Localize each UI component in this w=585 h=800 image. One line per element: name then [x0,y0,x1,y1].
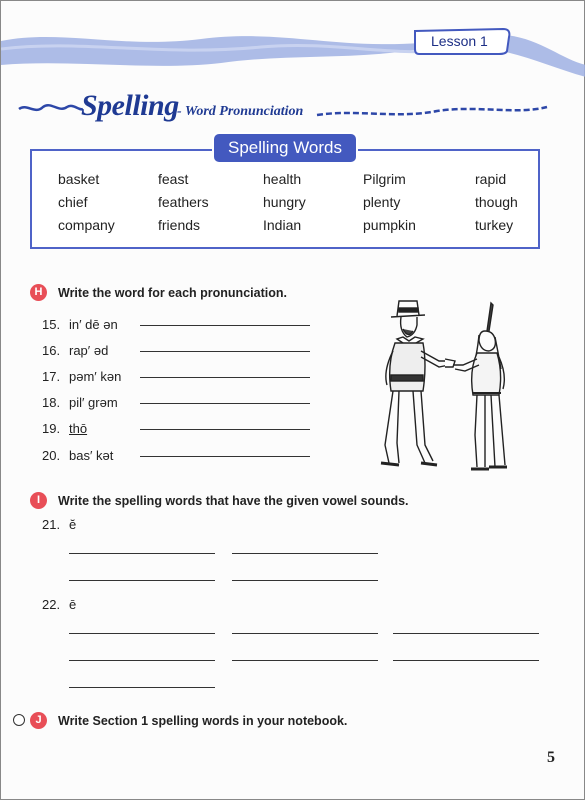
spelling-word: turkey [475,217,514,233]
spelling-word: though [475,194,518,210]
answer-line[interactable] [69,687,215,688]
spelling-word: Pilgrim [363,171,406,187]
section-h-badge: H [30,284,47,301]
pronunciation: in′ dē ən [69,317,118,332]
answer-line[interactable] [232,660,378,661]
question-number: 17. [42,369,61,384]
vowel-sound: ĕ [69,517,77,532]
spelling-word: feast [158,171,189,187]
spelling-word: basket [58,171,100,187]
answer-line[interactable] [140,377,310,378]
spelling-words-title: Spelling Words [214,134,356,162]
answer-line[interactable] [69,553,215,554]
page-title: Spelling [81,89,179,122]
pronunciation: pil′ grəm [69,395,118,410]
page-subtitle: - Word Pronunciation [177,104,304,119]
answer-line[interactable] [232,553,378,554]
answer-line[interactable] [69,580,215,581]
question-number: 16. [42,343,61,358]
pronunciation: rap′ əd [69,343,109,358]
answer-line[interactable] [393,660,539,661]
answer-line[interactable] [140,351,310,352]
spelling-word: rapid [475,171,507,187]
answer-line[interactable] [140,429,310,430]
pilgrim-handshake-illustration [373,295,533,485]
spelling-word: pumpkin [363,217,416,233]
section-i-instruction: Write the spelling words that have the given vowel sounds. [58,494,409,508]
vowel-sound: ē [69,597,77,612]
spelling-word: chief [58,194,88,210]
answer-line[interactable] [140,325,310,326]
answer-line[interactable] [393,633,539,634]
answer-line[interactable] [232,580,378,581]
page-number: 5 [547,749,555,766]
answer-line[interactable] [232,633,378,634]
spelling-word: feathers [158,194,209,210]
answer-line[interactable] [69,660,215,661]
question-number: 15. [42,317,61,332]
completion-checkbox[interactable] [13,714,25,726]
question-number: 19. [42,421,61,436]
pronunciation: pəm′ kən [69,369,122,384]
section-h-instruction: Write the word for each pronunciation. [58,286,287,300]
answer-line[interactable] [140,403,310,404]
spelling-word: health [263,171,302,187]
spelling-word: friends [158,217,201,233]
lesson-label: Lesson 1 [431,33,488,49]
question-number: 20. [42,448,61,463]
question-number: 22. [42,597,61,612]
spelling-word: company [58,217,115,233]
pronunciation: thō [69,421,88,436]
section-j-instruction: Write Section 1 spelling words in your notebook. [58,714,348,728]
answer-line[interactable] [69,633,215,634]
section-i-badge: I [30,492,47,509]
question-number: 18. [42,395,61,410]
section-j-badge: J [30,712,47,729]
spelling-word: hungry [263,194,306,210]
question-number: 21. [42,517,61,532]
answer-line[interactable] [140,456,310,457]
spelling-word: Indian [263,217,302,233]
pronunciation: bas′ kət [69,448,114,463]
spelling-word: plenty [363,194,401,210]
